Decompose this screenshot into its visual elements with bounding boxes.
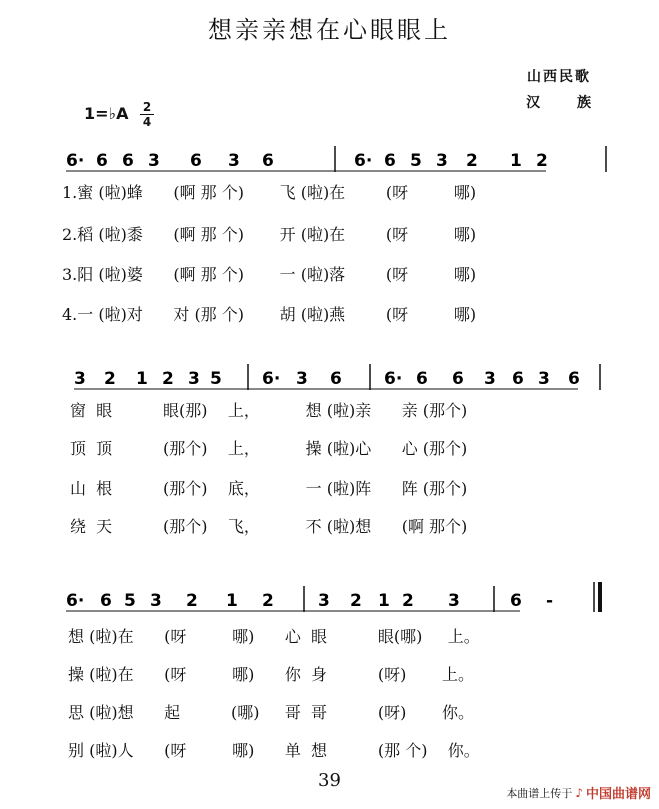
notation-system-1 bbox=[66, 146, 606, 172]
lyric-line: 别 (啦)人 (呀 哪) 单 想 (那 个) 你。 bbox=[68, 741, 480, 760]
song-origin: 山西民歌 bbox=[527, 69, 591, 85]
lyric-line: 4.一 (啦)对 对 (那 个) 胡 (啦)燕 (呀 哪) bbox=[62, 305, 477, 324]
note: 3 bbox=[150, 591, 162, 611]
notation-system-2 bbox=[74, 364, 600, 390]
note: 3 bbox=[318, 591, 330, 611]
song-ethnicity: 汉 族 bbox=[526, 95, 607, 111]
note: 1 bbox=[378, 591, 390, 611]
lyric-line: 山 根 (那个) 底， 一 (啦)阵 阵 (那个) bbox=[70, 479, 468, 498]
note: - bbox=[546, 591, 554, 611]
note: 6· bbox=[384, 369, 403, 389]
lyric-line: 顶 顶 (那个) 上， 操 (啦)心 心 (那个) bbox=[70, 439, 468, 458]
note: 5 bbox=[210, 369, 222, 389]
note: 6 bbox=[262, 151, 274, 171]
lyric-line: 思 (啦)想 起 (哪) 哥 哥 (呀) 你。 bbox=[68, 703, 474, 722]
song-title: 想亲亲想在心眼眼上 bbox=[208, 16, 451, 44]
note: 6· bbox=[262, 369, 281, 389]
footer-site-name: 中国曲谱网 bbox=[585, 787, 651, 802]
lyric-line: 3.阳 (啦)婆 (啊 那 个) 一 (啦)落 (呀 哪) bbox=[62, 265, 477, 284]
key-signature: 1=♭A bbox=[84, 104, 129, 123]
page-number: 39 bbox=[318, 770, 341, 791]
lyric-line: 窗 眼 眼(那) 上， 想 (啦)亲 亲 (那个) bbox=[70, 401, 468, 420]
time-signature-bottom: 4 bbox=[140, 114, 154, 129]
note: 6 bbox=[96, 151, 108, 171]
note: 2 bbox=[104, 369, 116, 389]
note: 6 bbox=[122, 151, 134, 171]
note: 6 bbox=[512, 369, 524, 389]
lyric-line: 操 (啦)在 (呀 哪) 你 身 (呀) 上。 bbox=[68, 665, 474, 684]
note: 2 bbox=[350, 591, 362, 611]
note: 5 bbox=[410, 151, 422, 171]
footer-credit bbox=[506, 783, 651, 802]
note: 1 bbox=[136, 369, 148, 389]
lyric-line: 想 (啦)在 (呀 哪) 心 眼 眼(哪) 上。 bbox=[68, 627, 480, 646]
note: 6 bbox=[452, 369, 464, 389]
note: 6 bbox=[330, 369, 342, 389]
note: 3 bbox=[188, 369, 200, 389]
note: 2 bbox=[186, 591, 198, 611]
note: 2 bbox=[262, 591, 274, 611]
note: 6 bbox=[510, 591, 522, 611]
music-logo-icon: ♪ bbox=[575, 785, 583, 800]
lyric-line: 2.稻 (啦)黍 (啊 那 个) 开 (啦)在 (呀 哪) bbox=[62, 225, 477, 244]
note: 2 bbox=[162, 369, 174, 389]
note: 6· bbox=[66, 591, 85, 611]
time-signature-top: 2 bbox=[142, 100, 152, 114]
lyric-line: 1.蜜 (啦)蜂 (啊 那 个) 飞 (啦)在 (呀 哪) bbox=[62, 183, 477, 202]
footer-uploaded-text: 本曲谱上传于 bbox=[506, 786, 573, 800]
note: 3 bbox=[484, 369, 496, 389]
note: 6 bbox=[416, 369, 428, 389]
note: 3 bbox=[436, 151, 448, 171]
note: 6 bbox=[568, 369, 580, 389]
note: 2 bbox=[466, 151, 478, 171]
note: 6· bbox=[66, 151, 85, 171]
note: 3 bbox=[296, 369, 308, 389]
lyric-line: 绕 天 (那个) 飞， 不 (啦)想 (啊 那个) bbox=[70, 517, 468, 536]
note: 3 bbox=[74, 369, 86, 389]
note: 1 bbox=[510, 151, 522, 171]
note: 2 bbox=[536, 151, 548, 171]
note: 6 bbox=[190, 151, 202, 171]
note: 2 bbox=[402, 591, 414, 611]
note: 5 bbox=[124, 591, 136, 611]
note: 3 bbox=[538, 369, 550, 389]
note: 3 bbox=[448, 591, 460, 611]
note: 6 bbox=[384, 151, 396, 171]
note: 3 bbox=[228, 151, 240, 171]
note: 3 bbox=[148, 151, 160, 171]
note: 6· bbox=[354, 151, 373, 171]
note: 6 bbox=[100, 591, 112, 611]
note: 1 bbox=[226, 591, 238, 611]
notation-system-3 bbox=[66, 582, 600, 612]
